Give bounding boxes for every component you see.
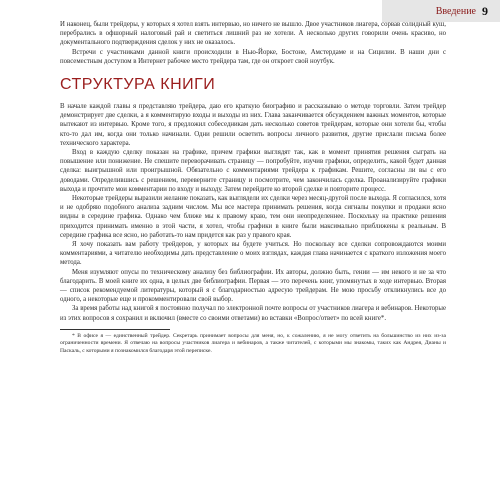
paragraph: Некоторые трейдеры выразили желание показать, как выглядели их сделки через месяц-другой после выхода. Я согласился, хотя и не одобряю подобного анализа задним числом. Мы все мастера принимать решения, когда сигналы покупки и продажи ясно видны в середине графика. Однако чем ближе мы к правому краю, тем они неопределеннее. Поскольку на практике решения приходится принимать именно в этой части, я хотел, чтобы графики в книге были максимально приближены к реальным. В середине графика все ясно, но работать-то нам придется как раз у правого края. bbox=[60, 195, 446, 239]
running-header-section: Введение bbox=[435, 5, 476, 17]
paragraph: В начале каждой главы я представляю трейдера, даю его краткую биографию и рассказываю о методе торговли. Затем трейдер демонстрирует две сделки, а я комментирую входы и выходы из них. Глава заканчивается обсуждением важных моментов, которые вытекают из интервью. Кроме того, я предложил собеседникам дать несколько советов трейдерам, которые они хотели бы, чтобы кто-то дал им, когда они только начинали. Одни решили осветить вопросы личного развития, другие прислали письма более технического характера. bbox=[60, 103, 446, 147]
paragraph: Встречи с участниками данной книги происходили в Нью-Йорке, Бостоне, Амстердаме и на Сицилии. В наши дни с повсеместным доступом в Интернет рабочее место трейдера там, где он откроет свой ноутбук. bbox=[60, 48, 446, 65]
running-header bbox=[382, 0, 500, 22]
footnote: * В офисе я — единственный трейдер. Секретарь принимает вопросы для меня, но, к сожалению, я не могу ответить на большинство из них из-за ограниченности времени. Я отвечаю на вопросы участников лиагера и вебинаров, а также читателей, с которыми мы знакомы, таких как Андрея, Дианы и Паскаль, с которыми я познакомился благодаря этой переписке. bbox=[60, 332, 446, 354]
section-heading: СТРУКТУРА КНИГИ bbox=[60, 76, 216, 94]
paragraph: И наконец, были трейдеры, у которых я хотел взять интервью, но ничего не вышло. Двое участников лиагера, сорвав солидный куш, перебрались в офшорный налоговый рай и светиться лишний раз не хотели. А несколько других говорили очень красиво, но документального подтверждения сделок у них не оказалось. bbox=[60, 21, 446, 47]
paragraph: Меня изумляют опусы по техническому анализу без библиографии. Их авторы, должно быть, гении — им некого и не за что благодарить. В моей книге их одна, в целых две библиографии. Первая — это перечень книг, упомянутых в ходе интервью. Вторая — список рекомендуемой литературы, который я с благодарностью адресую трейдерам. Не мою просьбу откликнулись все до одного, а некоторые еще и прокомментировали свой выбор. bbox=[60, 268, 446, 304]
footnote-rule bbox=[60, 329, 170, 330]
page-number: 9 bbox=[482, 3, 488, 18]
page-content bbox=[60, 20, 446, 355]
paragraph: Я хочу показать вам работу трейдеров, у которых вы будете учиться. Но поскольку все сделки сопровождаются моими комментариями, а читателю необходимы дать представление о моих взглядах, каждая глава начинается с краткого изложения моего метода. bbox=[60, 241, 446, 267]
paragraph: Вход в каждую сделку показан на графике, причем графики выглядят так, как в момент принятия решения сыграть на повышение или понижение. Не спешите переворачивать страницу — попробуйте, изучив графики, определить, какой будет данная сделка: выигрышной или проигрышной. Обязательно с комментариями трейдера к графикам. Решите, согласны ли вы с его доводами. Определившись с решением, переверните страницу и посмотрите, чем закончилась сделка. Проанализируйте графики выхода и прочтите мои комментарии по входу и выходу. Затем перейдите ко второй сделке и повторите процесс. bbox=[60, 149, 446, 193]
paragraph: За время работы над книгой я постоянно получал по электронной почте вопросы от участников лиагера и вебинаров. Некоторые из этих вопросов я сохранил и включил (вместе со своими ответами) во вставки «Вопрос/ответ» по всей книге*. bbox=[60, 305, 446, 322]
